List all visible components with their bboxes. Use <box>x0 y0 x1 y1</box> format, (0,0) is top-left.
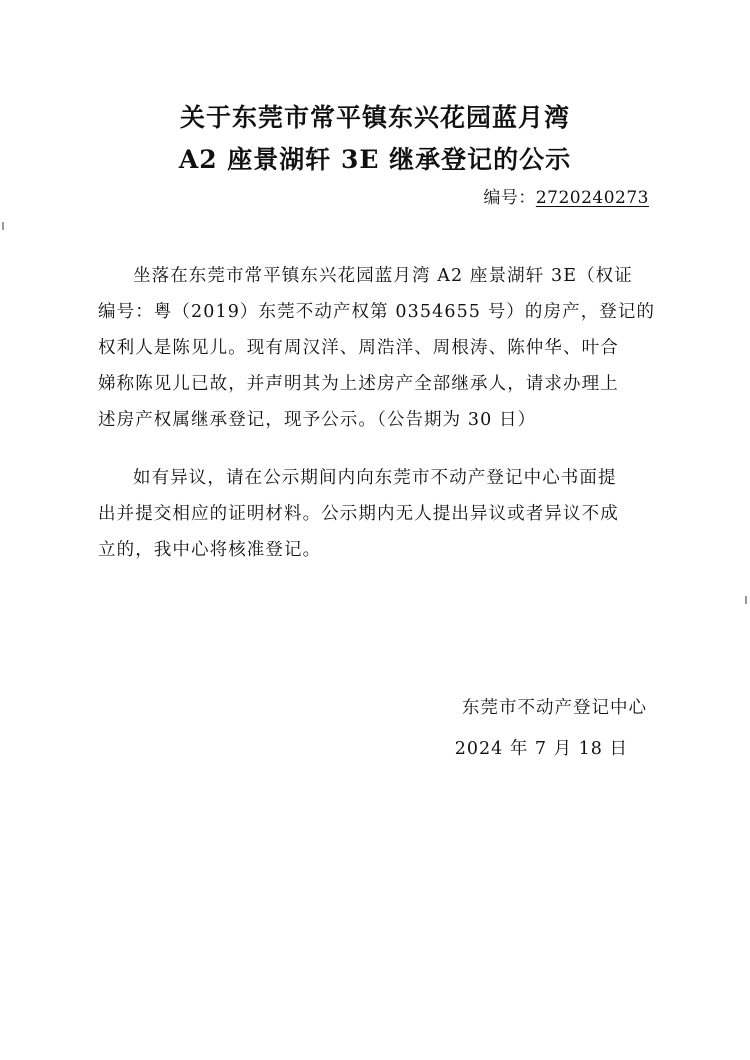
title-line-1: 关于东莞市常平镇东兴花园蓝月湾 <box>179 103 570 132</box>
issue-date: 2024 年 7 月 18 日 <box>454 739 628 759</box>
document-number <box>483 186 649 210</box>
paragraph-line: 权利人是陈见儿。现有周汉洋、周浩洋、周根涛、陈仲华、叶合 <box>98 338 619 358</box>
paragraph-line: 述房产权属继承登记，现予公示。（公告期为 30 日） <box>98 410 537 430</box>
document-number-value: 2720240273 <box>535 188 649 208</box>
paragraph-line: 如有异议，请在公示期间内向东莞市不动产登记中心书面提 <box>133 468 617 488</box>
issuer-name: 东莞市不动产登记中心 <box>462 698 647 718</box>
scan-edge-mark <box>2 222 4 230</box>
paragraph-line: 娣称陈见儿已故，并声明其为上述房产全部继承人，请求办理上 <box>98 374 619 394</box>
paragraph-line: 坐落在东莞市常平镇东兴花园蓝月湾 A2 座景湖轩 3E（权证 <box>133 266 633 286</box>
notice-paragraph-1 <box>98 258 654 438</box>
paragraph-line: 编号：粤（2019）东莞不动产权第 0354655 号）的房产，登记的 <box>98 302 656 322</box>
document-number-label: 编号： <box>483 188 536 208</box>
scan-edge-mark <box>745 596 747 604</box>
title-line-2: A2 座景湖轩 3E 继承登记的公示 <box>178 145 572 174</box>
paragraph-line: 立的，我中心将核准登记。 <box>98 540 322 560</box>
paragraph-line: 出并提交相应的证明材料。公示期内无人提出异议或者异议不成 <box>98 504 619 524</box>
notice-paragraph-2 <box>98 460 654 568</box>
